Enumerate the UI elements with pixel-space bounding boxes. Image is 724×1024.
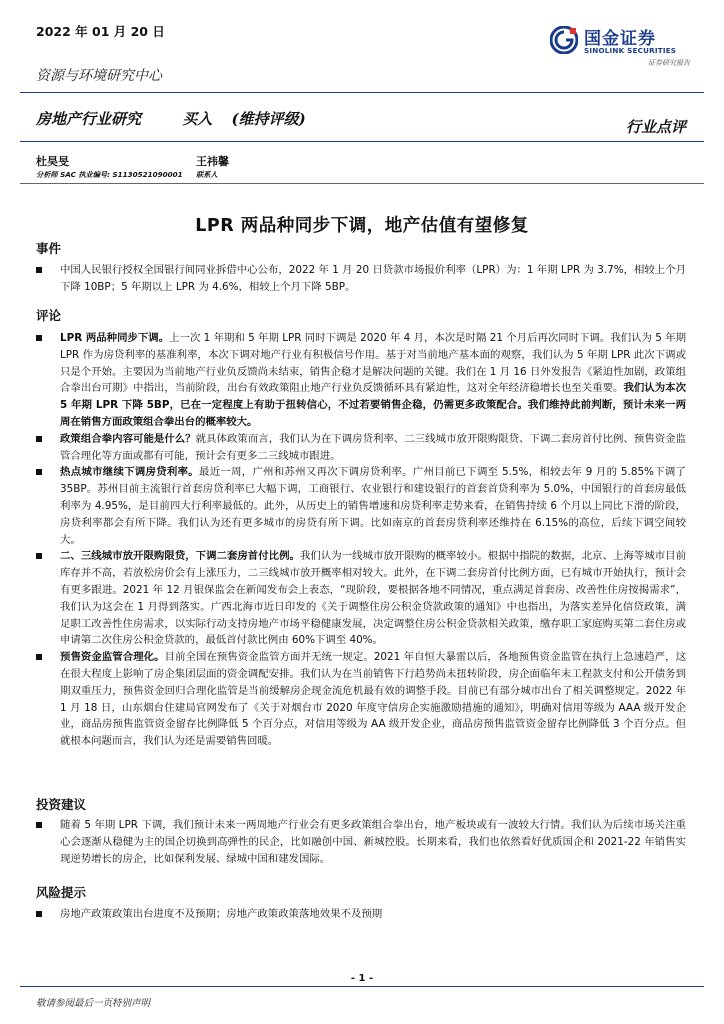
company-logo (550, 24, 690, 70)
disclaimer-link[interactable]: 敬请参阅最后一页特别声明 (36, 998, 151, 1009)
document-type: 行业点评 (625, 118, 686, 136)
comment-item (36, 548, 686, 649)
rating-note: (维持评级) (231, 110, 306, 128)
page-number: - 1 - (350, 973, 374, 984)
comment-lead: LPR 两品种同步下调。 (60, 332, 170, 344)
analyst-name: 杜昊旻 (36, 155, 69, 168)
section-advice: 投资建议 (36, 797, 87, 812)
section-risk: 风险提示 (36, 885, 87, 900)
comment-bold-tail: 我们认为本次 5 年期 LPR 下降 5BP，已在一定程度上有助于扭转信心，不过若要销售企稳，仍需更多政策配合。我们维持此前判断，预计未来一两周在销售方面政策组合拳出台的概率较大。 (60, 382, 686, 428)
title-divider (20, 141, 704, 142)
risk-item: 房地产政策政策出台进度不及预期；房地产政策政策落地效果不及预期 (36, 906, 686, 923)
comment-lead: 预售资金监管合理化。 (60, 651, 165, 664)
report-headline: LPR 两品种同步下调，地产估值有望修复 (195, 216, 529, 236)
comment-text: 就具体政策而言，我们认为在下调房贷利率、二三线城市放开限购限贷、下调二套房首付比例、预售资金监管合理化等方面或都有可能，预计会有更多二三线城市跟进。 (60, 432, 687, 462)
advice-content (36, 817, 686, 867)
comment-text: 上一次 1 年期和 5 年期 LPR 同时下调是 2020 年 4 月，本次是时隔 21 个月后再次同时下调。我们认为 5 年期 LPR 作为房贷利率的基准利率，本次下调对地产行业有积极信号作用。基于对当前地产基本面的观察，我们认为 5 年期 LPR 此次下调或只是个开始。主要因为当前地产行业负反馈尚未结束，销售企稳才是解决问题的关键。我们在 1 月 16 日外发报告《紧迫性加剧，政策组合拳出台可期》中指出，当前阶段，出台有效政策阻止地产行业负反馈循环具有紧迫性，这对全年经济稳增长也至关重要。 (60, 332, 686, 395)
research-center: 资源与环境研究中心 (36, 68, 162, 84)
logo-text-cn: 国金证券 (584, 29, 656, 49)
advice-item: 随着 5 年期 LPR 下调，我们预计未来一两周地产行业会有更多政策组合拳出台，地产板块或有一波较大行情。我们认为后续市场关注重心会逐渐从稳健为主的国企切换到高弹性的民企，比如融创中国、新城控股。长期来看，我们也依然看好优质国企和 2021-22 年销售实现逆势增长的房企，比如保利发展、绿城中国和建发国际。 (36, 817, 686, 867)
comment-content (36, 330, 686, 750)
contact-role: 联系人 (196, 170, 218, 179)
risk-content (36, 906, 686, 923)
industry-label: 房地产行业研究 (36, 110, 142, 128)
report-date: 2022 年 01 月 20 日 (36, 24, 165, 39)
section-comment: 评论 (36, 308, 62, 323)
footer-divider (20, 986, 704, 987)
comment-text: 目前全国在预售资金监管方面并无统一规定。2021 年自恒大暴雷以后，各地预售资金监管在执行上急速趋严，这在很大程度上影响了房企集团层面的资金调配安排。我们认为在当前销售下行趋势尚未扭转阶段，房企面临年末工程款支付和公开债务到期双重压力，预售资金回归合理化监管是当前缓解房企现金流危机最有效的调整手段。目前已有部分城市出台了相关调整规定。2022 年 1 月 18 日，山东烟台住建局官网发布了《关于对烟台市 2020 年度守信房企实施激励措施的通知》，明确对信用等级为 AAA 级开发企业，商品房预售监管资金留存比例降低 5 个百分点，对信用等级为 AA 级开发企业，商品房预售监管资金留存比例降低 3 个百分点。但就根本问题而言，我们认为还是需要销售回暖。 (60, 651, 686, 748)
analyst-id: 分析师 SAC 执业编号: S1130521090001 (36, 170, 183, 179)
logo-mark-icon (550, 26, 578, 54)
comment-lead: 热点城市继续下调房贷利率。 (60, 466, 199, 479)
header-divider (20, 92, 704, 93)
comment-lead: 二、三线城市放开限购限贷，下调二套房首付比例。 (60, 550, 300, 563)
event-content (36, 262, 686, 296)
rating-label: 买入 (182, 110, 213, 128)
logo-subtitle: 证券研究报告 (648, 59, 690, 67)
comment-lead: 政策组合拳内容可能是什么？ (60, 432, 196, 445)
comment-item (36, 649, 686, 750)
comment-item (36, 431, 686, 465)
section-event: 事件 (36, 241, 62, 256)
comment-item (36, 464, 686, 548)
event-item: 中国人民银行授权全国银行间同业拆借中心公布，2022 年 1 月 20 日贷款市场报价利率（LPR）为：1 年期 LPR 为 3.7%，相较上个月下降 10BP；5 年期以上 LPR 为 4.6%，相较上个月下降 5BP。 (36, 262, 686, 296)
analyst-divider (20, 183, 704, 184)
logo-text-en: SINOLINK SECURITIES (584, 46, 677, 55)
contact-name: 王祎馨 (196, 155, 229, 168)
title-bar (36, 108, 342, 129)
comment-text: 我们认为一线城市放开限购的概率较小。根据中指院的数据，北京、上海等城市目前库存并不高，若放松房价会有上涨压力，二三线城市放开概率相对较大。此外，在下调二套房首付比例方面，已有城市开始执行，预计会有更多跟进。2021 年 12 月银保监会在新闻发布会上表态，“现阶段，要根据各地不同情况，重点满足首套房、改善性住房按揭需求”，我们认为这会在 1 月得到落实。广西北海市近日印发的《关于调整住房公积金贷款政策的通知》中也指出，为落实差异化信贷政策，满足职工改善性住房需求，以实际行动支持房地产市场平稳健康发展，决定调整住房公积金贷款相关政策，缴存职工家庭购买第二套住房或申请第二次住房公积金贷款的，最低首付款比例由 60%下调至 40%。 (60, 550, 686, 647)
comment-item (36, 330, 686, 431)
comment-text: 最近一周，广州和苏州又再次下调房贷利率。广州目前已下调至 5.5%，相较去年 9 月的 5.85%下调了 35BP。苏州目前主流银行首套房贷利率已大幅下调，工商银行、农业银行和建设银行的首套首贷利率为 5.0%，中国银行的首套房最低利率为 4.95%，是目前四大行利率最低的。此外，从历史上的销售增速和房贷利率走势来看，在销售持续 6 个月以上同比下滑的阶段，房贷利率都会有所下降。我们认为还有更多城市的房贷有所下调。比如南京的首套房贷利率还维持在 6.15%的高位，后续下调空间较大。 (60, 466, 687, 546)
